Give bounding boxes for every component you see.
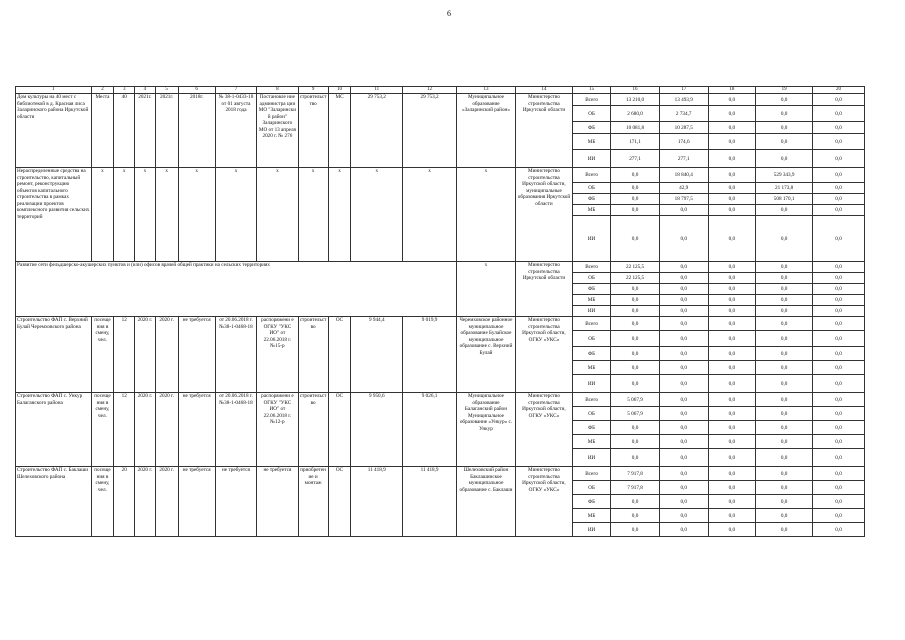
cell-col-2: х: [91, 168, 114, 262]
cell-col-4: 2020 г.: [135, 467, 156, 537]
executor: Министерство строительства Иркутской области, ОГКУ «УКС»: [515, 317, 572, 393]
funding-source: ОБ: [572, 331, 610, 347]
funding-value: 0,0: [756, 94, 813, 106]
cell-col-7: № 38-1-0433-18 от 01 августа 2018 года: [215, 94, 256, 168]
column-number: 3: [114, 87, 135, 94]
cell-col-9: приобретен ие и монтаж: [298, 467, 328, 537]
funding-value: 13 210,0: [611, 94, 660, 106]
cell-col-11: 9 950,6: [351, 393, 403, 467]
column-number: 5: [155, 87, 178, 94]
cell-col-11: 29 753,2: [351, 94, 403, 168]
funding-value: 0,0: [659, 216, 708, 262]
cell-col-11: 9 944,4: [351, 317, 403, 393]
cell-col-7: не требуется: [215, 467, 256, 537]
funding-value: 277,1: [659, 150, 708, 168]
funding-value: 0,0: [813, 495, 865, 509]
cell-col-7: от 20.06.2018 г. №38-1-0468-18: [215, 317, 256, 393]
funding-source: ФБ: [572, 495, 610, 509]
section-title: Развитие сети фельдшерско-акушерских пунктов и (или) офисов врачей общей практики на сельских территориях: [16, 262, 457, 317]
cell-col-8: Постановле ние администра ции МО "Заларински й район" Заларинского МО от 13 апреля 2020 г. № 276: [257, 94, 298, 168]
column-number: 10: [328, 87, 351, 94]
funding-value: 0,0: [611, 361, 660, 375]
table-row: [16, 393, 865, 407]
funding-value: 0,0: [756, 393, 813, 407]
cell-col-12: х: [403, 168, 457, 262]
cell-col-11: х: [351, 168, 403, 262]
funding-value: 18 840,4: [659, 168, 708, 183]
cell-col-3: 12: [114, 393, 135, 467]
funding-value: 0,0: [611, 317, 660, 331]
funding-value: 277,1: [611, 150, 660, 168]
cell-col-6: не требуется: [178, 467, 215, 537]
funding-source: ИИ: [572, 216, 610, 262]
cell-col-3: 12: [114, 317, 135, 393]
funding-value: 171,1: [611, 134, 660, 150]
funding-value: 10 081,8: [611, 122, 660, 134]
funding-value: 0,0: [756, 375, 813, 393]
funding-source: ИИ: [572, 449, 610, 467]
funding-value: 0,0: [708, 150, 756, 168]
table-row: [16, 168, 865, 183]
funding-value: 0,0: [611, 347, 660, 361]
funding-value: 13 493,9: [659, 94, 708, 106]
executor: Министерство строительства Иркутской области: [515, 94, 572, 168]
object-name: Нераспределенные средства на строительство, капитальный ремонт, реконструкцию объектов капитального строительства в рамках реализации проектов комплексного развития сельских территорий: [16, 168, 92, 262]
funding-value: 0,0: [659, 306, 708, 317]
funding-value: 0,0: [756, 407, 813, 421]
funding-value: 0,0: [611, 435, 660, 449]
funding-value: 0,0: [813, 183, 865, 194]
municipality: Муниципальное образование Балаганский район Муниципальное образование «Ункур» с. Ункур: [456, 393, 515, 467]
funding-value: 0,0: [813, 295, 865, 306]
column-number: 12: [403, 87, 457, 94]
funding-value: 0,0: [708, 273, 756, 284]
column-number: 6: [178, 87, 215, 94]
funding-value: 0,0: [659, 449, 708, 467]
funding-value: 0,0: [659, 495, 708, 509]
funding-value: 0,0: [659, 467, 708, 481]
funding-value: 5 067,9: [611, 393, 660, 407]
funding-value: 0,0: [813, 205, 865, 216]
funding-value: 2 734,7: [659, 106, 708, 122]
cell-col-4: 2020 г.: [135, 317, 156, 393]
funding-value: 529 343,9: [756, 168, 813, 183]
column-number: 17: [659, 87, 708, 94]
funding-source: ФБ: [572, 284, 610, 295]
funding-value: 0,0: [708, 467, 756, 481]
funding-value: 0,0: [708, 435, 756, 449]
funding-value: 0,0: [756, 262, 813, 273]
funding-value: 0,0: [611, 168, 660, 183]
funding-value: 0,0: [756, 523, 813, 537]
cell-col-8: распоряжени е ОГКУ "УКС ИО" от 22.06.2018 г. №12-р: [257, 393, 298, 467]
funding-value: 7 917,8: [611, 481, 660, 495]
funding-value: 174,6: [659, 134, 708, 150]
municipality: х: [456, 262, 515, 317]
cell-col-2: посеще ния в смену, чел.: [91, 393, 114, 467]
funding-value: 0,0: [708, 495, 756, 509]
cell-col-3: х: [114, 168, 135, 262]
executor: Министерство строительства Иркутской области, ОГКУ «УКС»: [515, 467, 572, 537]
funding-value: 0,0: [659, 523, 708, 537]
cell-col-8: распоряжени е ОГКУ "УКС ИО" от 22.06.2018 г. №15-р: [257, 317, 298, 393]
funding-source: Всего: [572, 94, 610, 106]
funding-source: Всего: [572, 262, 610, 273]
cell-col-12: 9 026,1: [403, 393, 457, 467]
column-number: 15: [572, 87, 610, 94]
column-number: 19: [756, 87, 813, 94]
funding-value: 0,0: [708, 523, 756, 537]
cell-col-12: 29 753,2: [403, 94, 457, 168]
funding-value: 0,0: [756, 421, 813, 435]
cell-col-12: 11 418,9: [403, 467, 457, 537]
funding-value: 0,0: [756, 134, 813, 150]
funding-value: 0,0: [756, 273, 813, 284]
funding-value: 0,0: [708, 284, 756, 295]
funding-source: Всего: [572, 168, 610, 183]
cell-col-5: 2020 г.: [155, 317, 178, 393]
funding-value: 0,0: [708, 393, 756, 407]
funding-value: 0,0: [611, 509, 660, 523]
funding-value: 22 125,5: [611, 262, 660, 273]
object-name: Дом культуры на 40 мест с библиотекой в д. Красная лиса Заларинского района Иркутской области: [16, 94, 92, 168]
funding-source: МБ: [572, 134, 610, 150]
funding-value: 0,0: [659, 407, 708, 421]
funding-value: 0,0: [659, 295, 708, 306]
funding-source: ОБ: [572, 273, 610, 284]
funding-value: 0,0: [756, 495, 813, 509]
cell-col-7: х: [215, 168, 256, 262]
funding-value: 0,0: [708, 168, 756, 183]
funding-value: 0,0: [659, 509, 708, 523]
funding-value: 22 125,5: [611, 273, 660, 284]
column-number: 14: [515, 87, 572, 94]
funding-value: 0,0: [708, 421, 756, 435]
funding-value: 0,0: [708, 194, 756, 205]
funding-value: 0,0: [611, 205, 660, 216]
funding-value: 0,0: [813, 106, 865, 122]
funding-value: 2 680,0: [611, 106, 660, 122]
funding-value: 0,0: [813, 331, 865, 347]
cell-col-9: строительст во: [298, 393, 328, 467]
funding-value: 0,0: [813, 317, 865, 331]
cell-col-3: 20: [114, 467, 135, 537]
funding-source: ОБ: [572, 481, 610, 495]
funding-value: 0,0: [813, 481, 865, 495]
cell-col-6: х: [178, 168, 215, 262]
cell-col-9: х: [298, 168, 328, 262]
funding-source: ФБ: [572, 347, 610, 361]
funding-value: 0,0: [611, 306, 660, 317]
funding-source: ИИ: [572, 375, 610, 393]
cell-col-2: посеще ния в смену, чел.: [91, 317, 114, 393]
funding-value: 0,0: [611, 295, 660, 306]
funding-value: 0,0: [756, 284, 813, 295]
municipality: Муниципальное образование «Заларинский район»: [456, 94, 515, 168]
funding-value: 0,0: [813, 168, 865, 183]
funding-value: 0,0: [659, 375, 708, 393]
executor: Министерство строительства Иркутской области: [515, 262, 572, 317]
funding-value: 0,0: [708, 295, 756, 306]
municipality: Шелеховский район Баклашинское муниципальное образование с. Баклаши: [456, 467, 515, 537]
cell-col-10: ОС: [328, 317, 351, 393]
table-row: [16, 467, 865, 481]
funding-source: МБ: [572, 205, 610, 216]
table-row: [16, 94, 865, 106]
funding-source: ИИ: [572, 306, 610, 317]
funding-value: 0,0: [611, 375, 660, 393]
funding-value: 0,0: [659, 361, 708, 375]
cell-col-7: от 20.06.2018 г. №38-1-0468-18: [215, 393, 256, 467]
column-number: 2: [91, 87, 114, 94]
funding-value: 0,0: [813, 407, 865, 421]
column-number: 11: [351, 87, 403, 94]
funding-source: МБ: [572, 295, 610, 306]
funding-value: 0,0: [756, 106, 813, 122]
object-name: Строительство ФАП с. Баклаши Шелеховского района: [16, 467, 92, 537]
funding-value: 0,0: [756, 205, 813, 216]
cell-col-5: х: [155, 168, 178, 262]
funding-value: 0,0: [708, 361, 756, 375]
funding-value: 0,0: [611, 421, 660, 435]
funding-value: 10 287,5: [659, 122, 708, 134]
funding-value: 508 170,1: [756, 194, 813, 205]
cell-col-10: ОС: [328, 467, 351, 537]
funding-source: ИИ: [572, 523, 610, 537]
funding-source: Всего: [572, 467, 610, 481]
funding-value: 0,0: [813, 194, 865, 205]
column-number: 13: [456, 87, 515, 94]
municipality: Черемховское районное муниципальное образование Булайское муниципальное образование с. Верхний Булай: [456, 317, 515, 393]
funding-source: ФБ: [572, 421, 610, 435]
funding-value: 0,0: [813, 467, 865, 481]
funding-value: 0,0: [813, 306, 865, 317]
cell-col-11: 11 418,9: [351, 467, 403, 537]
funding-value: 0,0: [813, 509, 865, 523]
funding-value: 0,0: [813, 361, 865, 375]
funding-value: 0,0: [708, 106, 756, 122]
funding-source: ОБ: [572, 183, 610, 194]
funding-value: 0,0: [813, 375, 865, 393]
funding-value: 0,0: [756, 449, 813, 467]
funding-value: 0,0: [659, 284, 708, 295]
cell-col-6: не требуется: [178, 317, 215, 393]
funding-value: 0,0: [659, 262, 708, 273]
funding-value: 0,0: [813, 421, 865, 435]
funding-value: 0,0: [813, 284, 865, 295]
table-row: [16, 262, 865, 273]
funding-value: 0,0: [611, 284, 660, 295]
cell-col-12: 9 019,9: [403, 317, 457, 393]
cell-col-4: 2020 г.: [135, 393, 156, 467]
funding-value: 0,0: [659, 421, 708, 435]
funding-source: ФБ: [572, 194, 610, 205]
cell-col-6: не требуется: [178, 393, 215, 467]
funding-value: 0,0: [708, 509, 756, 523]
funding-value: 7 917,8: [611, 467, 660, 481]
table-row: [16, 317, 865, 331]
cell-col-10: ОС: [328, 393, 351, 467]
funding-source: ФБ: [572, 122, 610, 134]
cell-col-4: х: [135, 168, 156, 262]
column-number: 20: [813, 87, 865, 94]
cell-col-2: посеще ния в смену, чел.: [91, 467, 114, 537]
page-number: 6: [447, 9, 451, 18]
funding-value: 0,0: [756, 150, 813, 168]
funding-value: 0,0: [708, 262, 756, 273]
funding-value: 0,0: [708, 216, 756, 262]
cell-col-5: 2021г.: [155, 94, 178, 168]
cell-col-10: МС: [328, 94, 351, 168]
funding-value: 0,0: [708, 134, 756, 150]
funding-value: 0,0: [611, 523, 660, 537]
executor: Министерство строительства Иркутской области, ОГКУ «УКС»: [515, 393, 572, 467]
funding-value: 0,0: [756, 216, 813, 262]
funding-value: 0,0: [708, 94, 756, 106]
cell-col-8: не требуется: [257, 467, 298, 537]
funding-value: 0,0: [708, 317, 756, 331]
funding-value: 0,0: [756, 331, 813, 347]
funding-value: 0,0: [708, 122, 756, 134]
funding-value: 0,0: [813, 262, 865, 273]
funding-source: ОБ: [572, 407, 610, 421]
funding-value: 0,0: [756, 347, 813, 361]
cell-col-5: 2020 г.: [155, 393, 178, 467]
funding-source: МБ: [572, 509, 610, 523]
funding-value: 0,0: [813, 435, 865, 449]
funding-value: 0,0: [659, 435, 708, 449]
funding-value: 0,0: [659, 481, 708, 495]
program-table: [15, 86, 865, 537]
column-number: 7: [215, 87, 256, 94]
cell-col-2: Места: [91, 94, 114, 168]
column-number-row: [16, 87, 865, 94]
object-name: Строительство ФАП с. Верхний Булай Черемховского района: [16, 317, 92, 393]
funding-value: 0,0: [708, 205, 756, 216]
cell-col-8: х: [257, 168, 298, 262]
column-number: 1: [16, 87, 92, 94]
funding-source: МБ: [572, 361, 610, 375]
funding-value: 0,0: [756, 361, 813, 375]
funding-value: 0,0: [659, 273, 708, 284]
funding-value: 0,0: [659, 393, 708, 407]
executor: Министерство строительства Иркутской области, муниципальные образования Иркутской области: [515, 168, 572, 262]
funding-value: 0,0: [813, 122, 865, 134]
column-number: 4: [135, 87, 156, 94]
funding-value: 0,0: [611, 331, 660, 347]
funding-value: 18 797,5: [659, 194, 708, 205]
funding-source: Всего: [572, 393, 610, 407]
cell-col-3: 40: [114, 94, 135, 168]
cell-col-10: х: [328, 168, 351, 262]
column-number: 18: [708, 87, 756, 94]
funding-value: 0,0: [611, 495, 660, 509]
funding-value: 0,0: [611, 216, 660, 262]
municipality: х: [456, 168, 515, 262]
funding-value: 0,0: [813, 134, 865, 150]
funding-value: 0,0: [756, 317, 813, 331]
funding-value: 0,0: [708, 183, 756, 194]
funding-value: 0,0: [708, 347, 756, 361]
funding-value: 0,0: [813, 216, 865, 262]
funding-value: 0,0: [756, 509, 813, 523]
column-number: 8: [257, 87, 298, 94]
column-number: 9: [298, 87, 328, 94]
funding-value: 5 067,9: [611, 407, 660, 421]
object-name: Строительство ФАП с. Ункур Балаганского района: [16, 393, 92, 467]
funding-value: 0,0: [611, 449, 660, 467]
cell-col-4: 2021г.: [135, 94, 156, 168]
funding-value: 0,0: [659, 317, 708, 331]
funding-value: 0,0: [708, 331, 756, 347]
funding-source: Всего: [572, 317, 610, 331]
funding-value: 0,0: [659, 205, 708, 216]
funding-value: 0,0: [708, 375, 756, 393]
funding-value: 0,0: [756, 122, 813, 134]
funding-source: ИИ: [572, 150, 610, 168]
funding-value: 0,0: [756, 481, 813, 495]
funding-value: 0,0: [813, 347, 865, 361]
funding-value: 0,0: [756, 306, 813, 317]
cell-col-9: строительст тво: [298, 94, 328, 168]
cell-col-9: строительст во: [298, 317, 328, 393]
column-number: 16: [611, 87, 660, 94]
funding-value: 0,0: [756, 467, 813, 481]
funding-value: 0,0: [756, 435, 813, 449]
funding-value: 42,9: [659, 183, 708, 194]
funding-value: 0,0: [756, 295, 813, 306]
funding-value: 0,0: [708, 481, 756, 495]
cell-col-5: 2020 г.: [155, 467, 178, 537]
funding-value: 0,0: [813, 393, 865, 407]
funding-value: 0,0: [659, 331, 708, 347]
funding-value: 0,0: [708, 306, 756, 317]
funding-value: 0,0: [611, 194, 660, 205]
funding-value: 0,0: [813, 94, 865, 106]
funding-value: 0,0: [813, 523, 865, 537]
funding-source: ОБ: [572, 106, 610, 122]
funding-value: 0,0: [813, 150, 865, 168]
cell-col-6: 2018г.: [178, 94, 215, 168]
funding-value: 0,0: [659, 347, 708, 361]
funding-value: 0,0: [611, 183, 660, 194]
funding-value: 0,0: [708, 449, 756, 467]
funding-value: 0,0: [813, 449, 865, 467]
funding-value: 0,0: [813, 273, 865, 284]
funding-source: МБ: [572, 435, 610, 449]
funding-value: 21 173,8: [756, 183, 813, 194]
funding-value: 0,0: [708, 407, 756, 421]
